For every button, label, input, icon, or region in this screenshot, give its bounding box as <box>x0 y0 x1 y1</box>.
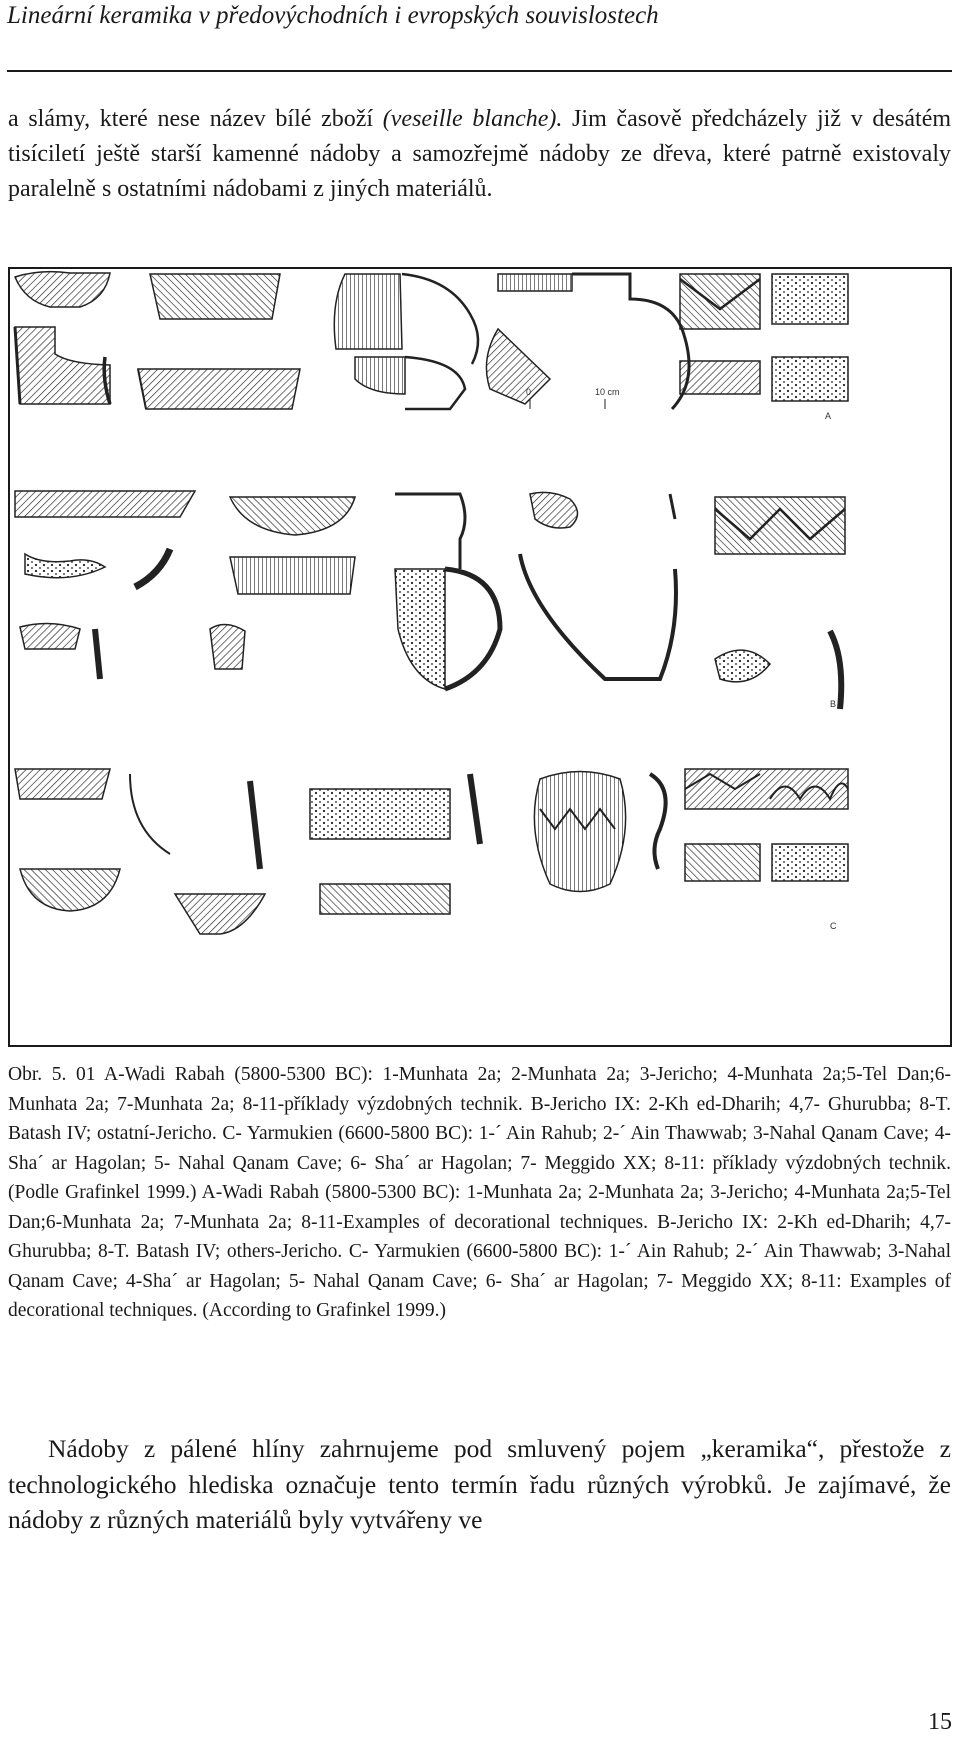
pottery-drawings <box>10 269 950 1045</box>
panel-label-a: A <box>825 411 832 421</box>
intro-italic-term: (veseille blanche). <box>382 106 563 132</box>
intro-paragraph <box>8 102 951 207</box>
caption-english: A-Wadi Rabah (5800-5300 BC): 1-Munhata 2a; 2-Munhata 2a; 3-Jericho; 4-Munhata 2a;5-Tel Dan;6-Munhata 2a; 7-Munhata 2a; 8-11-Examples of decorational techniques. B-Jericho IX: 2-Kh ed-Dharih; 4,7- Ghurubba; 8-T. Batash IV; others-Jericho. C- Yarmukien (6600-5800 BC): 1-´ Ain Rahub; 2-´ Ain Thawwab; 3-Nahal Qanam Cave; 4-Sha´ ar Hagolan; 5- Nahal Qanam Cave; 6- Sha´ ar Hagolan; 7- Meggido XX; 8-11: Examples of decorational techniques. (According to Grafinkel 1999.) <box>8 1182 951 1321</box>
running-header: Lineární keramika v předovýchodních i evropských souvislostech <box>7 2 659 29</box>
scale-end-label: 10 cm <box>595 387 620 397</box>
scale-start-label: 0 <box>526 387 532 397</box>
panel-label-c: C <box>830 921 837 931</box>
panel-label-b: B <box>830 699 837 709</box>
intro-text-after: Jim časově předcházely již v desátém tisíciletí ještě starší kamenné nádoby a samozřejmě nádoby ze dřeva, které patrně existovaly paralelně s ostatními nádobami z jiných materiálů. <box>8 106 952 202</box>
intro-text-before: a slámy, které nese název bílé zboží <box>8 106 383 132</box>
panel-b-drawings <box>15 491 845 709</box>
figure-caption <box>8 1060 951 1326</box>
page-number: 15 <box>928 1709 952 1735</box>
body-paragraph: Nádoby z pálené hlíny zahrnujeme pod smluvený pojem „keramika“, přestože z technologického hlediska označuje tento termín řadu různých výrobků. Je zajímavé, že nádoby z různých materiálů byly vytvářeny ve <box>8 1434 951 1534</box>
panel-c-drawings <box>15 769 848 934</box>
caption-czech: Obr. 5. 01 A-Wadi Rabah (5800-5300 BC): 1-Munhata 2a; 2-Munhata 2a; 3-Jericho; 4-Munhata 2a;5-Tel Dan;6-Munhata 2a; 7-Munhata 2a; 8-11-příklady výzdobných technik. B-Jericho IX: 2-Kh ed-Dharih; 4,7- Ghurubba; 8-T. Batash IV; ostatní-Jericho. C- Yarmukien (6600-5800 BC): 1-´ Ain Rahub; 2-´ Ain Thawwab; 3-Nahal Qanam Cave; 4-Sha´ ar Hagolan; 5- Nahal Qanam Cave; 6- Sha´ ar Hagolan; 7- Meggido XX; 8-11: příklady výzdobných technik. (Podle Grafinkel 1999.) <box>8 1064 951 1203</box>
pottery-figure <box>8 267 952 1047</box>
header-rule <box>7 70 952 72</box>
panel-a-drawings <box>15 272 848 409</box>
